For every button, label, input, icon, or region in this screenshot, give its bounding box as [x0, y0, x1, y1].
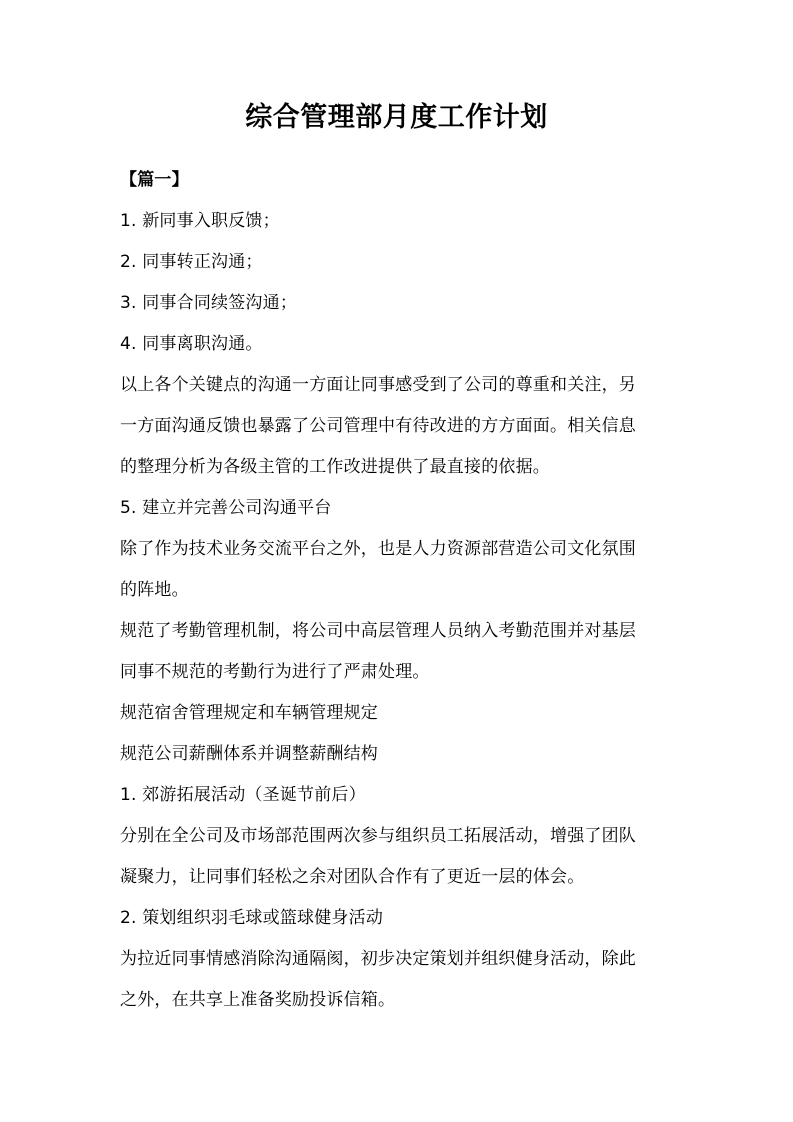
body-line-2: 2. 同事转正沟通；: [120, 252, 263, 272]
body-line-14: 规范公司薪酬体系并调整薪酬结构: [120, 744, 378, 764]
body-line-8: 5. 建立并完善公司沟通平台: [120, 498, 332, 518]
body-line-16: 分别在全公司及市场部范围两次参与组织员工拓展活动，增强了团队: [120, 826, 636, 846]
section-heading: 【篇一】: [120, 170, 189, 190]
body-line-6: 一方面沟通反馈也暴露了公司管理中有待改进的方方面面。相关信息: [120, 416, 636, 436]
body-line-18: 2. 策划组织羽毛球或篮球健身活动: [120, 908, 384, 928]
body-line-7: 的整理分析为各级主管的工作改进提供了最直接的依据。: [120, 457, 550, 477]
body-line-1: 1. 新同事入职反馈；: [120, 211, 280, 231]
body-line-20: 之外，在共享上准备奖励投诉信箱。: [120, 990, 396, 1010]
body-line-3: 3. 同事合同续签沟通；: [120, 293, 298, 313]
body-line-5: 以上各个关键点的沟通一方面让同事感受到了公司的尊重和关注，另: [120, 375, 636, 395]
body-line-12: 同事不规范的考勤行为进行了严肃处理。: [120, 662, 430, 682]
body-line-4: 4. 同事离职沟通。: [120, 334, 263, 354]
document-body: [120, 160, 680, 1021]
document-title: 综合管理部月度工作计划: [245, 102, 548, 133]
body-line-11: 规范了考勤管理机制，将公司中高层管理人员纳入考勤范围并对基层: [120, 621, 636, 641]
body-line-19: 为拉近同事情感消除沟通隔阂，初步决定策划并组织健身活动，除此: [120, 949, 636, 969]
body-line-15: 1. 郊游拓展活动（圣诞节前后）: [120, 785, 366, 805]
body-line-10: 的阵地。: [120, 580, 189, 600]
body-line-13: 规范宿舍管理规定和车辆管理规定: [120, 703, 378, 723]
body-line-9: 除了作为技术业务交流平台之外，也是人力资源部营造公司文化氛围: [120, 539, 636, 559]
body-line-17: 凝聚力，让同事们轻松之余对团队合作有了更近一层的体会。: [120, 867, 585, 887]
